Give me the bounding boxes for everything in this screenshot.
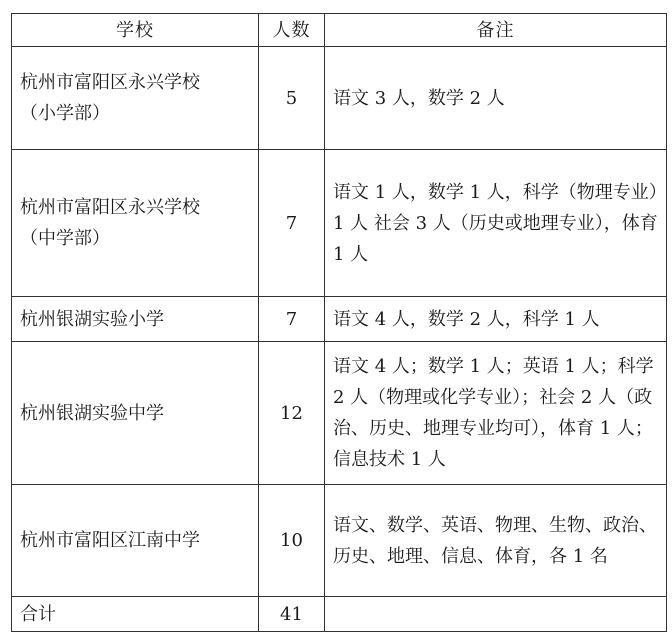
count-cell: 7	[259, 297, 325, 342]
total-row	[12, 597, 667, 632]
note-cell: 语文 1 人，数学 1 人，科学（物理专业）1 人 社会 3 人（历史或地理专业），体育 1 人	[325, 150, 667, 297]
count-cell: 5	[259, 47, 325, 150]
table-row	[12, 47, 667, 150]
school-division: （小学部）	[20, 103, 110, 124]
header-school: 学校	[12, 14, 259, 47]
school-name: 杭州市富阳区江南中学	[20, 530, 200, 551]
table-row	[12, 342, 667, 485]
school-name: 杭州市富阳区永兴学校	[20, 72, 200, 93]
school-cell	[12, 342, 259, 485]
school-division: （中学部）	[20, 228, 110, 249]
total-note-cell	[325, 597, 667, 632]
total-label-cell: 合计	[12, 597, 259, 632]
school-cell	[12, 47, 259, 150]
note-cell: 语文 4 人；数学 1 人；英语 1 人；科学 2 人（物理或化学专业）；社会 2 人（政治、历史、地理专业均可），体育 1 人；信息技术 1 人	[325, 342, 667, 485]
header-note: 备注	[325, 14, 667, 47]
table-row	[12, 485, 667, 597]
count-cell: 10	[259, 485, 325, 597]
table-row	[12, 297, 667, 342]
header-count: 人数	[259, 14, 325, 47]
count-cell: 12	[259, 342, 325, 485]
cropped-text-above-table	[0, 0, 672, 6]
school-cell	[12, 150, 259, 297]
table-header-row	[12, 14, 667, 47]
count-cell: 7	[259, 150, 325, 297]
table-row	[12, 150, 667, 297]
school-name: 杭州市富阳区永兴学校	[20, 197, 200, 218]
school-cell	[12, 485, 259, 597]
recruitment-table	[11, 13, 667, 632]
total-count-cell: 41	[259, 597, 325, 632]
note-cell: 语文 4 人，数学 2 人，科学 1 人	[325, 297, 667, 342]
note-cell: 语文 3 人，数学 2 人	[325, 47, 667, 150]
school-name: 杭州银湖实验中学	[20, 402, 164, 424]
school-cell	[12, 297, 259, 342]
note-cell: 语文、数学、英语、物理、生物、政治、历史、地理、信息、体育，各 1 名	[325, 485, 667, 597]
school-name: 杭州银湖实验小学	[20, 308, 164, 330]
